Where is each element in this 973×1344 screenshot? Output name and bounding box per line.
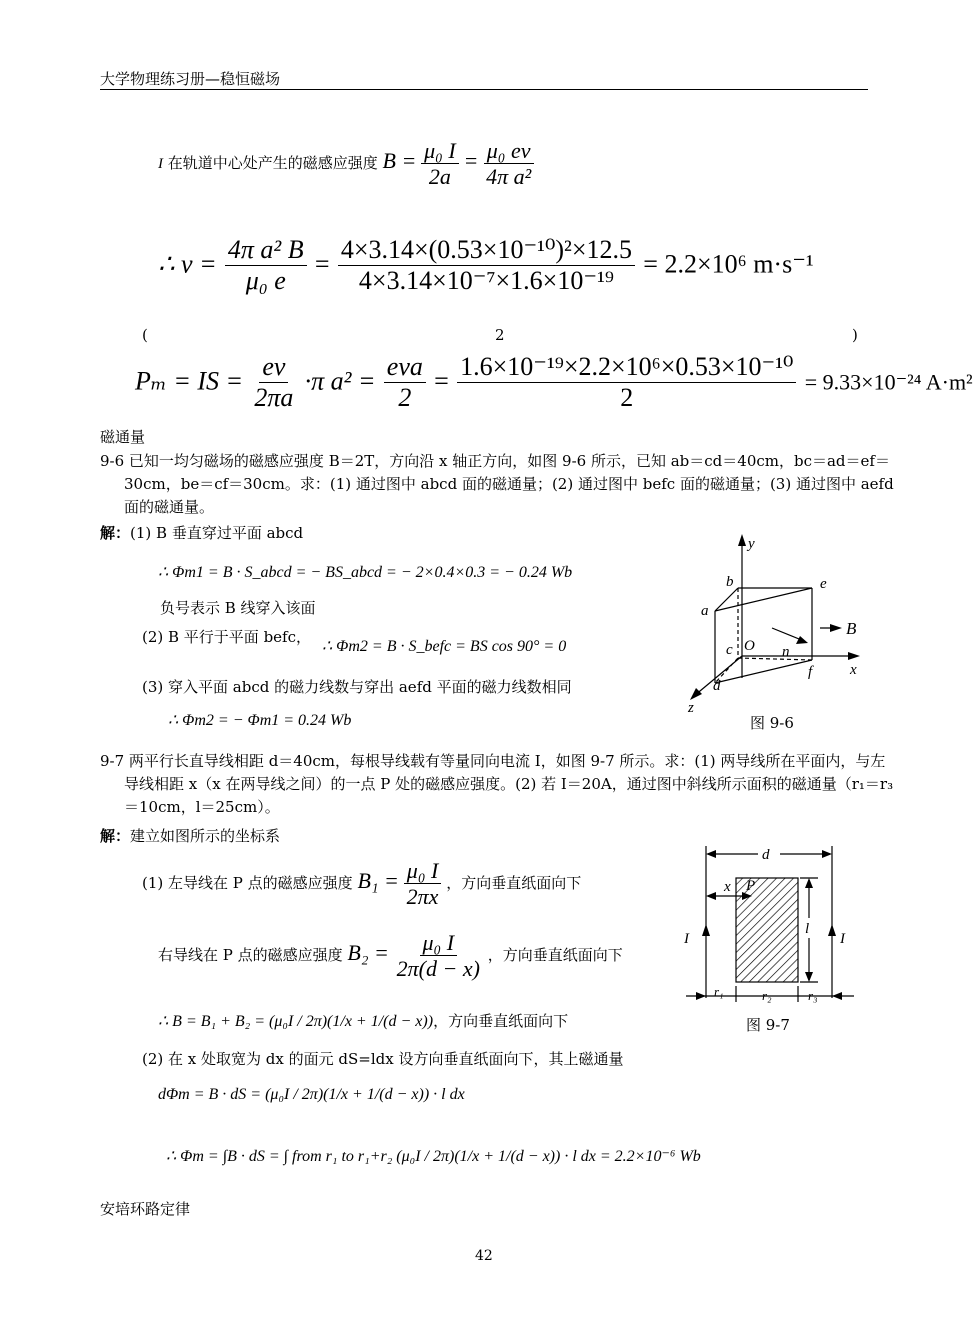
eq-label-open: ( [142, 326, 148, 344]
fig96-label-f: f [808, 664, 813, 680]
p97-b1-dir: ，方向垂直纸面向下 [446, 873, 582, 892]
fig96-B-arrowhead [830, 624, 842, 632]
fig97-label-r3: r₃ [808, 988, 818, 1003]
section-ampere-heading: 安培环路定律 [100, 1200, 191, 1218]
fig96-label-a: a [701, 603, 709, 619]
fig97-wire-right-arrow [828, 924, 836, 936]
fig96-label-y: y [748, 536, 755, 552]
fig97-d-arrow-right [822, 850, 832, 858]
eq1-frac1-den: 2a [428, 164, 451, 190]
fig97-d-arrow-left [706, 850, 716, 858]
eq2-frac1-num: 4π a² B [225, 235, 307, 266]
p97-b2-den: 2π(d − x) [396, 956, 480, 982]
fig96-label-c: c [726, 642, 733, 658]
problem-9-6-text: 9-6 已知一均匀磁场的磁感应强度 B＝2T，方向沿 x 轴正方向，如图 9-6 所示，已知 ab＝cd＝40cm，bc＝ad＝ef＝30cm，be＝cf＝30cm。求：(1) 通过图中 abcd 面的磁通量；(2) 通过图中 befc 面的磁通量；(3) 通过图中 aefd 面的磁通量。 [100, 452, 894, 516]
eq1-frac2 [483, 138, 534, 190]
p96-eq-a: ∴ Φm1 = B · S_abcd = − BS_abcd = − 2×0.4×0.3 = − 0.24 Wb [158, 564, 573, 581]
eq1-frac1-num: μ₀ I [421, 138, 459, 164]
p97-bsum-line [158, 1010, 568, 1031]
eq3-frac2 [384, 352, 426, 413]
fig97-label-P: P [746, 878, 756, 894]
p96-eq-c: ∴ Φm2 = − Φm1 = 0.24 Wb [168, 712, 352, 729]
eq1-frac2-num: μ₀ ev [484, 138, 534, 164]
fig97-label-I-left: I [684, 931, 689, 947]
p97-b2-num: μ₀ I [420, 930, 458, 956]
fig96-x-arrowhead [848, 652, 860, 660]
p97-b1-line [142, 858, 581, 910]
p97-sol1b-text: 右导线在 P 点的磁感应强度 [158, 945, 343, 964]
p97-b1-lhs: B₁ = [357, 867, 399, 893]
p96-sol-label: 解： [100, 524, 131, 542]
eq3-frac1 [251, 352, 296, 413]
eq2-frac2-den: 4×3.14×10⁻⁷×1.6×10⁻¹⁹ [358, 265, 614, 295]
fig97-label-d: d [762, 847, 770, 863]
eq3-frac3 [457, 352, 796, 413]
p97-sol-intro: 建立如图所示的坐标系 [130, 827, 281, 845]
eq2-result: = 2.2×10⁶ m·s⁻¹ [643, 249, 814, 279]
eq2-frac2 [338, 235, 635, 296]
eq2-therefore: ∴ v = [158, 249, 217, 279]
p96-sol3: (3) 穿入平面 abcd 的磁力线数与穿出 aefd 平面的磁力线数相同 [142, 678, 572, 696]
eq-label-number: 2 [495, 326, 505, 344]
fig97-caption: 图 9-7 [746, 1016, 790, 1034]
header-rule [100, 89, 868, 90]
p97-b2-line [158, 930, 623, 982]
page-number: 42 [475, 1248, 493, 1264]
fig96-label-z: z [688, 700, 694, 716]
eq-label-close: ) [852, 326, 858, 344]
eq2-frac2-num: 4×3.14×(0.53×10⁻¹⁰)²×12.5 [338, 235, 635, 266]
eq3-frac1-num: ev [259, 352, 288, 383]
problem-9-7-text: 9-7 两平行长直导线相距 d＝40cm，每根导线载有等量同向电流 I，如图 9-7 所示。求：(1) 两导线所在平面内，与左导线相距 x（x 在两导线之间）的一点 P 处的磁感应强度。(2) 若 I＝20A，通过图中斜线所示面积的磁通量（r₁＝r₃＝10cm，l＝25cm）。 [100, 752, 894, 816]
fig96-label-e: e [820, 576, 827, 592]
p97-b1-frac [404, 858, 442, 910]
eq1-frac2-den: 4π a² [486, 164, 532, 190]
p96-sol1: (1) B 垂直穿过平面 abcd [130, 524, 304, 542]
fig97-x-arrow-left [706, 892, 716, 900]
p96-sol2: (2) B 平行于平面 befc， [142, 628, 312, 646]
eq1-line [158, 138, 534, 190]
p97-b1-den: 2πx [406, 884, 439, 910]
fig96-edge-ab [715, 588, 738, 611]
fig97-label-I-right: I [840, 931, 845, 947]
fig97-label-r1: r₁ [714, 984, 724, 999]
eq3-frac3-den: 2 [620, 382, 634, 412]
eq3-mid: ·π a² = [304, 366, 376, 396]
eq3-frac3-num: 1.6×10⁻¹⁹×2.2×10⁶×0.53×10⁻¹⁰ [457, 352, 796, 383]
eq3-eq: = [434, 366, 449, 396]
fig96-label-x: x [850, 662, 857, 678]
fig96-label-b: b [726, 574, 734, 590]
fig96-label-n: n [782, 644, 790, 660]
eq1-eq: = [463, 147, 479, 173]
eq1-prefix-var: I [158, 155, 163, 172]
p97-phi-total: ∴ Φm = ∫B · dS = ∫ from r₁ to r₁+r₂ (μ₀I / 2π)(1/x + 1/(d − x)) · l dx = 2.2×10⁻⁶ Wb [166, 1148, 701, 1165]
p97-sol1-text: (1) 左导线在 P 点的磁感应强度 [142, 873, 353, 892]
fig96-caption: 图 9-6 [750, 714, 794, 732]
eq2-eq: = [314, 249, 330, 279]
p97-sol-intro-line [100, 825, 280, 846]
section-flux-heading: 磁通量 [100, 428, 146, 446]
eq2-line [158, 235, 814, 296]
p97-bsum-dir: ，方向垂直纸面向下 [433, 1012, 569, 1030]
eq3-frac1-den: 2πa [254, 382, 294, 412]
fig96-label-d: d [713, 678, 721, 694]
eq3-lhs: Pₘ = IS = [135, 366, 244, 396]
fig97-label-x: x [724, 879, 731, 895]
fig97-label-r2: r₂ [762, 988, 772, 1003]
eq1-prefix-text: 在轨道中心处产生的磁感应强度 [163, 153, 383, 172]
eq3-result: = 9.33×10⁻²⁴ A·m² [804, 369, 973, 395]
p97-sol2-text: (2) 在 x 处取宽为 dx 的面元 dS=ldx 设方向垂直纸面向下，其上磁通量 [142, 1050, 624, 1068]
eq1-frac1 [421, 138, 459, 190]
fig97-r1-arrow [696, 992, 706, 1000]
fig96-y-arrowhead [738, 534, 746, 546]
eq2-frac1 [225, 235, 307, 296]
p97-dphi: dΦm = B · dS = (μ₀I / 2π)(1/x + 1/(d − x)) · l dx [158, 1086, 465, 1103]
fig96-normal-arrowhead [796, 636, 808, 644]
eq3-frac2-den: 2 [398, 382, 412, 412]
eq3-frac2-num: eva [384, 352, 426, 383]
fig96-edge-df [715, 660, 812, 683]
eq1-lhs: B = [382, 147, 417, 173]
p97-b1-num: μ₀ I [404, 858, 442, 884]
p97-b2-frac [394, 930, 483, 982]
p96-sol-line1 [100, 522, 303, 543]
fig97-r3-arrow [832, 992, 842, 1000]
figure-9-7 [672, 838, 868, 1006]
fig97-l-arrow-top [805, 878, 813, 888]
fig96-edge-ae [715, 588, 812, 611]
eq2-frac1-den: μ₀ e [245, 265, 286, 295]
fig96-label-O: O [744, 638, 755, 654]
p97-bsum: ∴ B = B₁ + B₂ = (μ₀I / 2π)(1/x + 1/(d − x)) [158, 1013, 434, 1030]
fig96-edge-cf [738, 658, 812, 660]
p97-b2-dir: ，方向垂直纸面向下 [487, 945, 623, 964]
figure-9-6 [680, 528, 880, 718]
fig96-z-arrowhead [690, 688, 702, 700]
fig97-l-arrow-bottom [805, 972, 813, 982]
p97-b2-lhs: B₂ = [347, 939, 389, 965]
p96-eq-b: ∴ Φm2 = B · S_befc = BS cos 90° = 0 [322, 638, 567, 655]
fig97-wire-left-arrow [702, 924, 710, 936]
header-title: 大学物理练习册—稳恒磁场 [100, 70, 281, 88]
p96-note-a: 负号表示 B 线穿入该面 [160, 599, 316, 617]
p97-sol-label: 解： [100, 827, 131, 845]
fig97-label-l: l [805, 921, 810, 937]
fig96-label-B: B [846, 619, 857, 638]
eq3-line [135, 352, 973, 413]
